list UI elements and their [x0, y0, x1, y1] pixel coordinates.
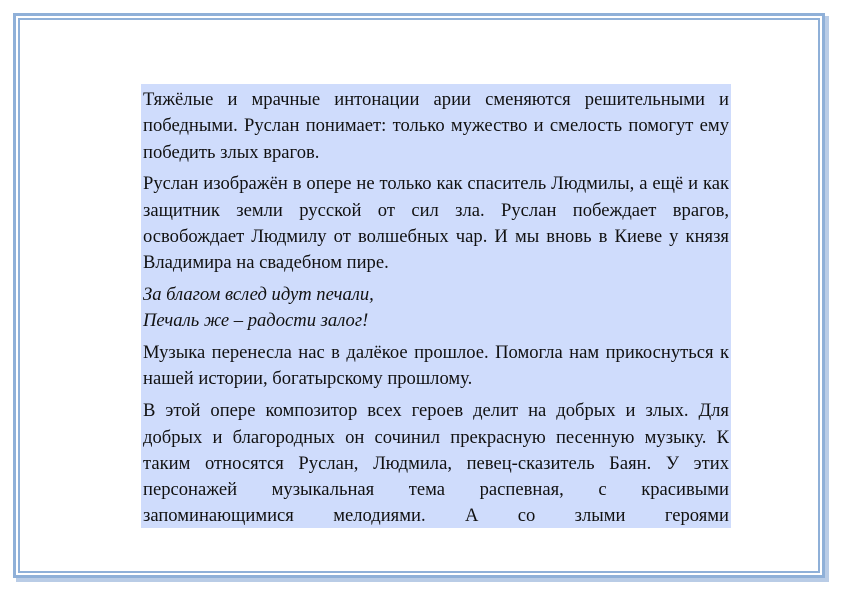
- paragraph-3: Музыка перенесла нас в далёкое прошлое. Помогла нам прикоснуться к нашей истории, богатырскому прошлому.: [143, 342, 729, 390]
- paragraph-4: В этой опере композитор всех героев делит на добрых и злых. Для добрых и благородных он сочинил прекрасную песенную музыку. К таким относятся Руслан, Людмила, певец-сказитель Баян. У этих персонажей музыкальная тема распевная, с красивыми запоминающимися мелодиями. А со злыми героями: [143, 400, 729, 527]
- verse-line-1: За благом вслед идут печали,: [143, 284, 374, 306]
- verse-quote: [143, 282, 729, 335]
- frame-shadow: [16, 578, 829, 582]
- text-block[interactable]: [141, 84, 731, 528]
- verse-line-2: Печаль же – радости залог!: [143, 310, 369, 332]
- frame-shadow: [825, 16, 829, 581]
- paragraph-1: Тяжёлые и мрачные интонации арии сменяются решительными и победными. Руслан понимает: только мужество и смелость помогут ему победить злых врагов.: [143, 89, 729, 163]
- paragraph-2: Руслан изображён в опере не только как спаситель Людмилы, а ещё и как защитник земли русской от сил зла. Руслан побеждает врагов, освобождает Людмилу от волшебных чар. И мы вновь в Киеве у князя Владимира на свадебном пире.: [143, 173, 729, 274]
